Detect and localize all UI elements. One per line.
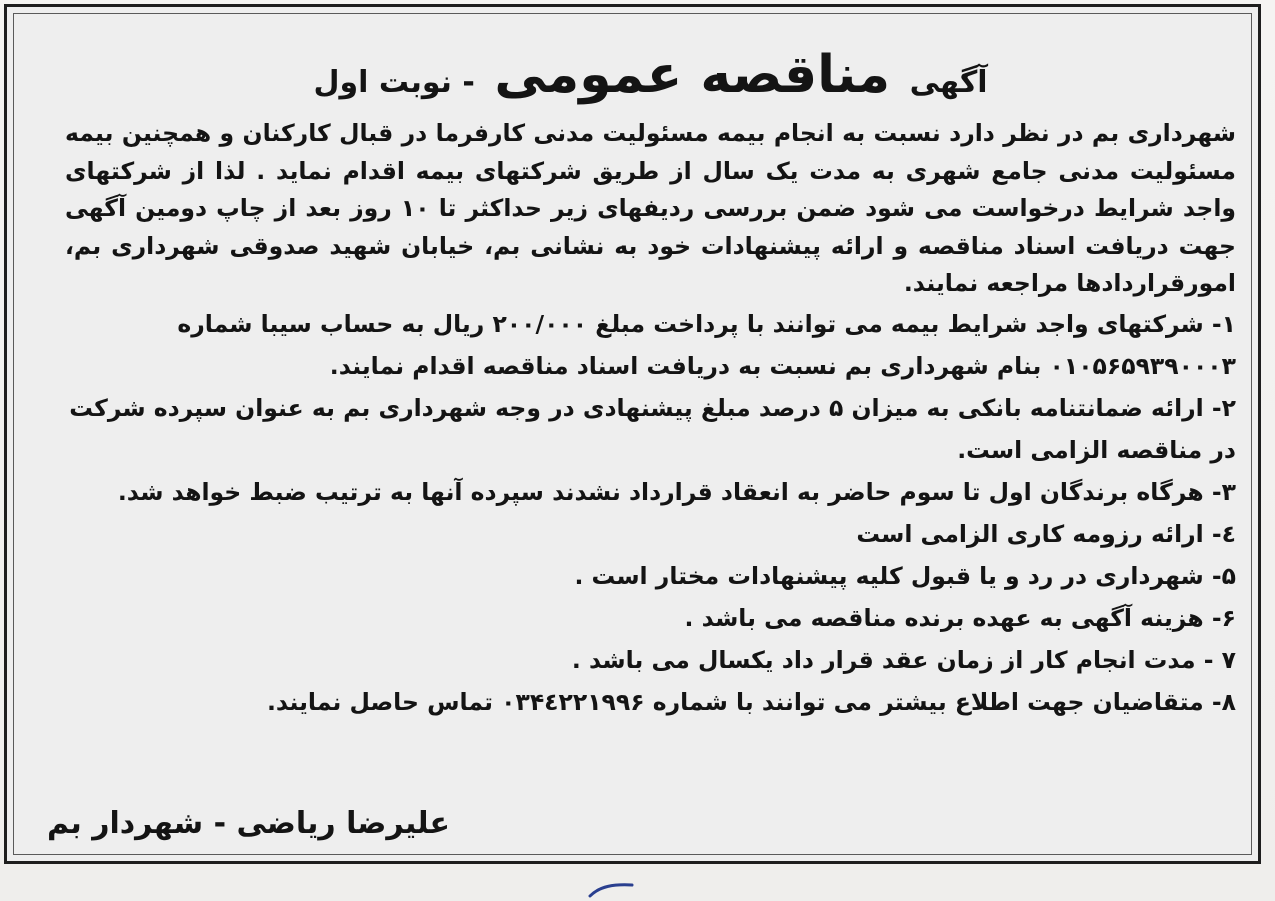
- pen-stroke-mark: [588, 882, 634, 898]
- notice-item-5: ۵- شهرداری در رد و یا قبول کلیه پیشنهادات مختار است .: [574, 561, 1236, 590]
- notice-frame: [4, 4, 1261, 864]
- notice-items: [65, 303, 1236, 723]
- notice-item-6: ۶- هزینه آگهی به عهده برنده مناقصه می باشد .: [684, 603, 1236, 632]
- notice-item-7: ۷ - مدت انجام کار از زمان عقد قرار داد یکسال می باشد .: [571, 645, 1236, 674]
- notice-title: [65, 35, 1236, 115]
- signature: علیرضا ریاضی - شهردار بم: [47, 806, 450, 841]
- notice-item-3: ۳- هرگاه برندگان اول تا سوم حاضر به انعقاد قرارداد نشدند سپرده آنها به ترتیب ضبط خواهد شد.: [117, 477, 1236, 506]
- title-prefix: آگهی: [909, 65, 988, 100]
- notice-intro: شهرداری بم در نظر دارد نسبت به انجام بیمه مسئولیت مدنی کارفرما در قبال کارکنان و همچنین بیمه مسئولیت مدنی جامع شهری به مدت یک سال از طریق شرکتهای بیمه اقدام نماید . لذا از شرکتهای واجد شرایط درخواست می شود ضمن بررسی ردیفهای زیر حداکثر تا ۱۰ روز بعد از چاپ دومین آگهی جهت دریافت اسناد مناقصه و ارائه پیشنهادات خود به نشانی بم، خیابان شهید صدوقی شهرداری بم، امورقراردادها مراجعه نمایند.: [65, 119, 1237, 297]
- title-main: مناقصه عمومی: [494, 45, 891, 105]
- notice-content: [65, 35, 1236, 723]
- notice-item-2: ۲- ارائه ضمانتنامه بانکی به میزان ۵ درصد مبلغ پیشنهادی در وجه شهرداری بم به عنوان سپرده شرکت در مناقصه الزامی است.: [69, 393, 1236, 464]
- title-suffix: - نوبت اول: [313, 65, 475, 100]
- notice-item-8: ۸- متقاضیان جهت اطلاع بیشتر می توانند با شماره ۰۳۴٤۲۲۱۹۹۶ تماس حاصل نمایند.: [267, 687, 1236, 716]
- notice-item-4: ٤- ارائه رزومه کاری الزامی است: [856, 519, 1236, 548]
- notice-item-1: ۱- شرکتهای واجد شرایط بیمه می توانند با پرداخت مبلغ ۲۰۰/۰۰۰ ریال به حساب سیبا شماره ۰۱۰۵۶۵۹۳۹۰۰۰۳ بنام شهرداری بم نسبت به دریافت اسناد مناقصه اقدام نمایند.: [177, 309, 1236, 380]
